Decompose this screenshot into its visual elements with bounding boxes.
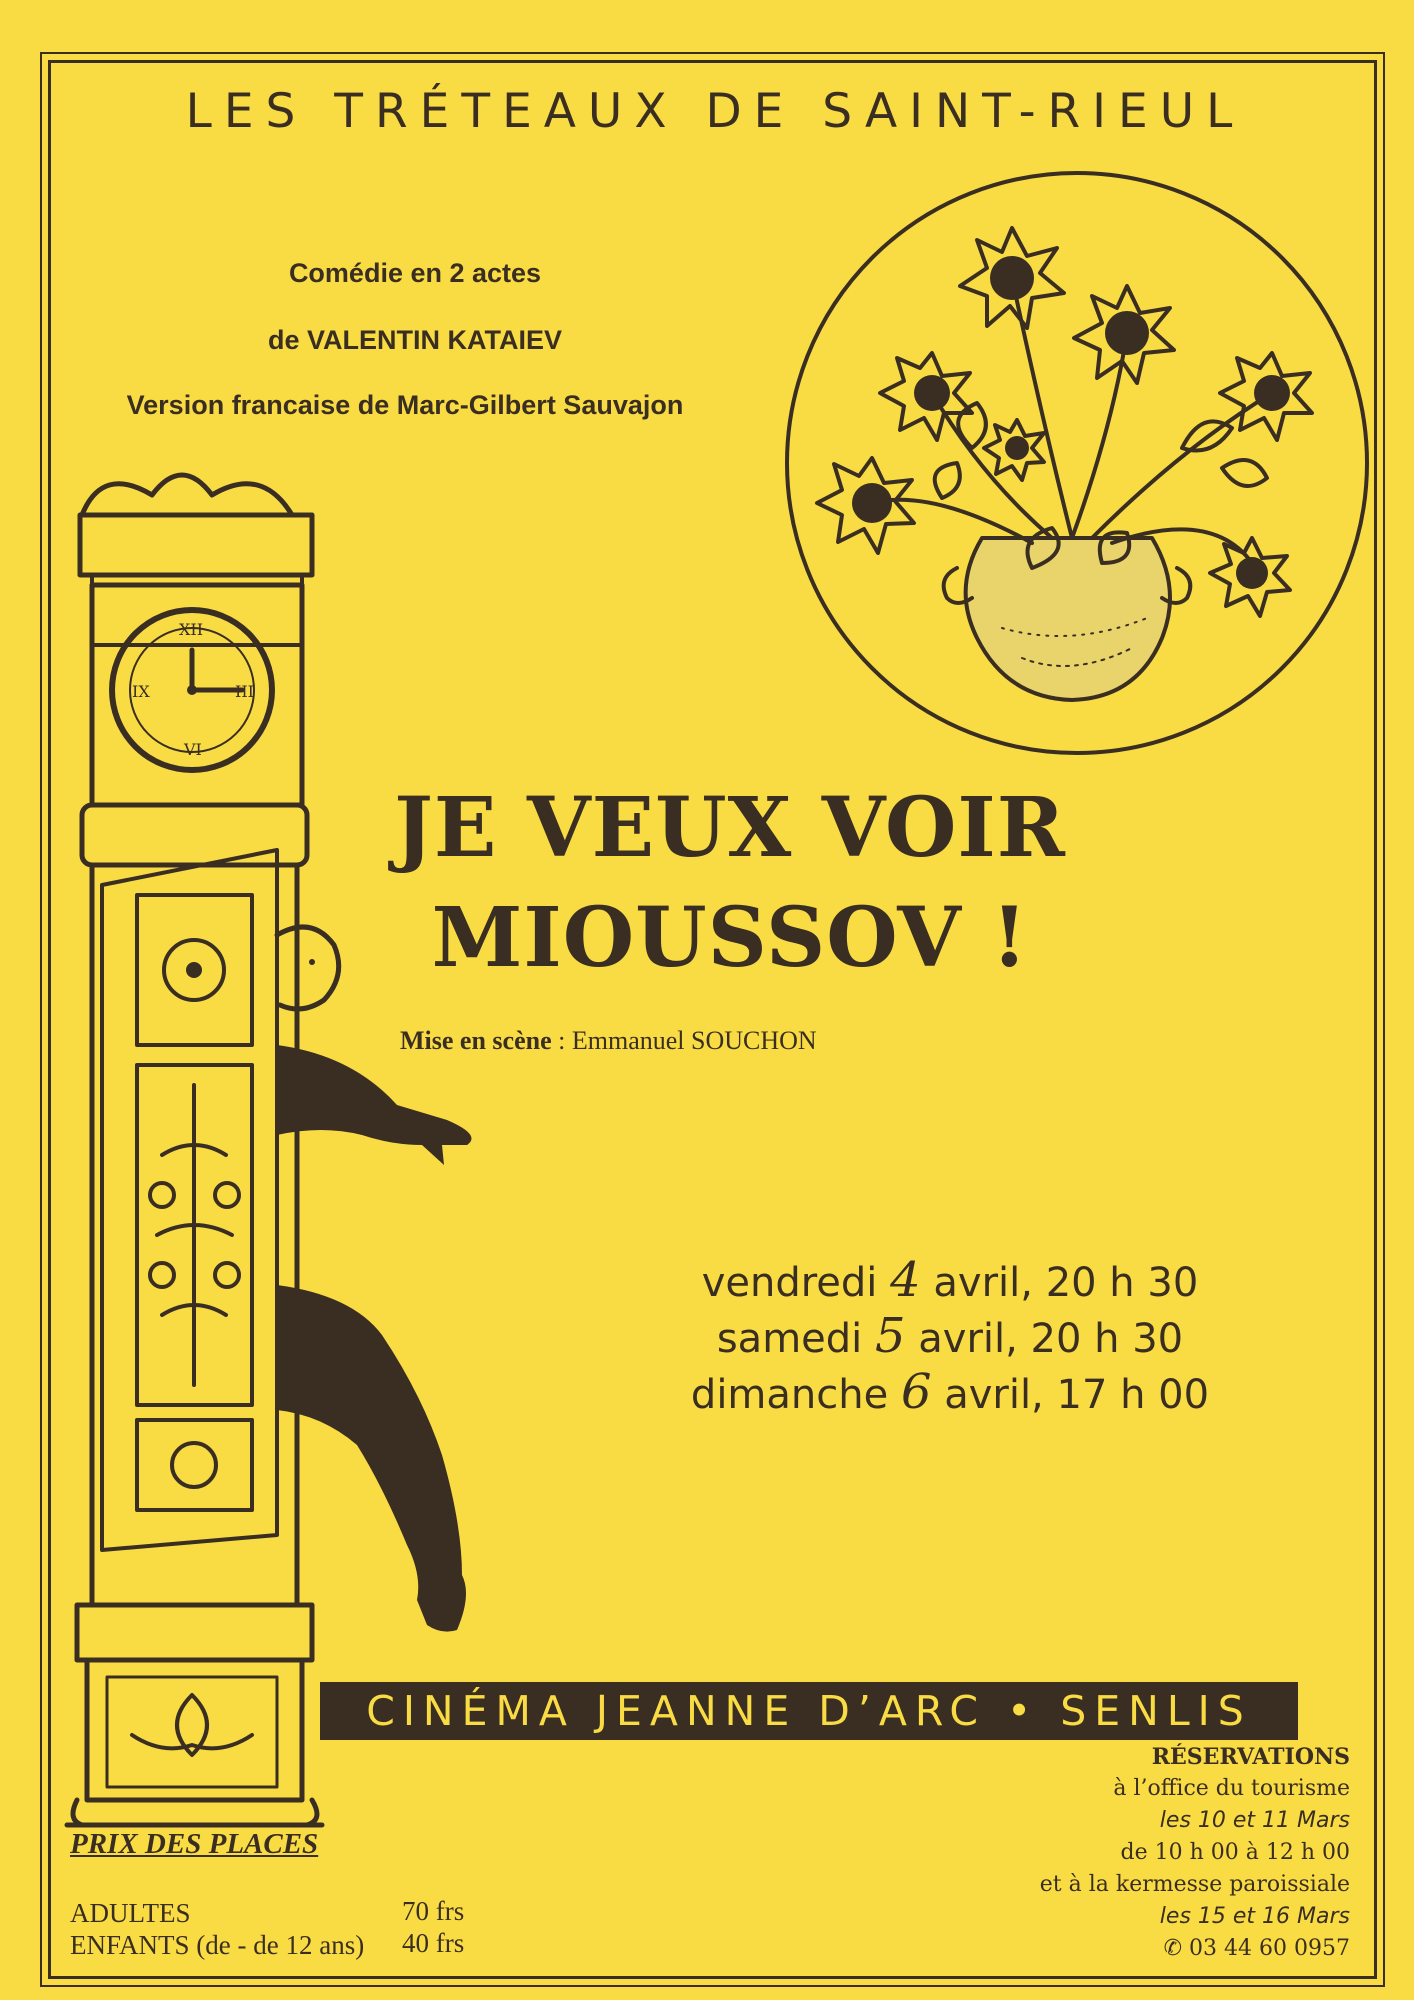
reservations-line5: les 15 et 16 Mars: [1159, 1904, 1350, 1929]
price-label-adults: ADULTES: [70, 1898, 191, 1928]
director-separator: :: [551, 1026, 572, 1055]
play-title-line1: JE VEUX VOIR: [394, 780, 1066, 876]
svg-text:IX: IX: [132, 682, 150, 701]
perf-date: 5: [875, 1308, 906, 1364]
prices-title: PRIX DES PLACES: [70, 1828, 319, 1860]
svg-text:III: III: [235, 682, 254, 701]
perf-time: avril, 20 h 30: [933, 1260, 1199, 1306]
svg-text:XII: XII: [179, 620, 204, 639]
price-value-adults: 70 frs: [402, 1896, 465, 1926]
perf-date: 6: [900, 1364, 932, 1420]
sunflower-1: [960, 228, 1064, 328]
performance-friday: [640, 1252, 1260, 1308]
translation-line: Version francaise de Marc-Gilbert Sauvajon: [126, 390, 684, 420]
reservations-phone: ✆ 03 44 60 0957: [1163, 1936, 1350, 1961]
svg-text:VI: VI: [184, 740, 202, 759]
performance-saturday: [640, 1308, 1260, 1364]
reservations-line4: et à la kermesse paroissiale: [1039, 1872, 1350, 1897]
perf-day: dimanche: [690, 1372, 889, 1418]
reservations-line2: les 10 et 11 Mars: [1159, 1808, 1350, 1833]
venue-banner: CINÉMA JEANNE D’ARC • SENLIS: [320, 1682, 1298, 1740]
performance-sunday: [640, 1364, 1260, 1420]
sunflower-6: [1210, 538, 1290, 616]
perf-day: vendredi: [701, 1260, 878, 1306]
perf-date: 4: [890, 1252, 921, 1308]
reservations-line1: à l’office du tourisme: [1113, 1776, 1350, 1801]
director-credit: [400, 1026, 1120, 1056]
director-name: Emmanuel SOUCHON: [571, 1026, 817, 1055]
genre-line: Comédie en 2 actes: [288, 258, 542, 288]
price-label-children: ENFANTS (de - de 12 ans): [70, 1930, 365, 1960]
flower-vase-illustration: [782, 168, 1372, 758]
sunflower-small: [984, 420, 1044, 480]
perf-time: avril, 20 h 30: [918, 1316, 1184, 1362]
sunflower-4: [1220, 353, 1312, 440]
author-line: de VALENTIN KATAIEV: [267, 325, 562, 355]
perf-time: avril, 17 h 00: [944, 1372, 1210, 1418]
sunflower-2: [1074, 286, 1174, 383]
sunflower-5: [817, 458, 914, 553]
perf-day: samedi: [716, 1316, 863, 1362]
price-value-children: 40 frs: [402, 1928, 465, 1958]
reservations-heading: RÉSERVATIONS: [1151, 1744, 1350, 1770]
grandfather-clock-illustration: [62, 455, 622, 1835]
reservations-line3: de 10 h 00 à 12 h 00: [1120, 1840, 1350, 1865]
play-title-line2: MIOUSSOV !: [431, 890, 1029, 986]
director-label: Mise en scène: [400, 1026, 552, 1055]
troupe-name: LES TRÉTEAUX DE SAINT-RIEUL: [185, 84, 1245, 139]
